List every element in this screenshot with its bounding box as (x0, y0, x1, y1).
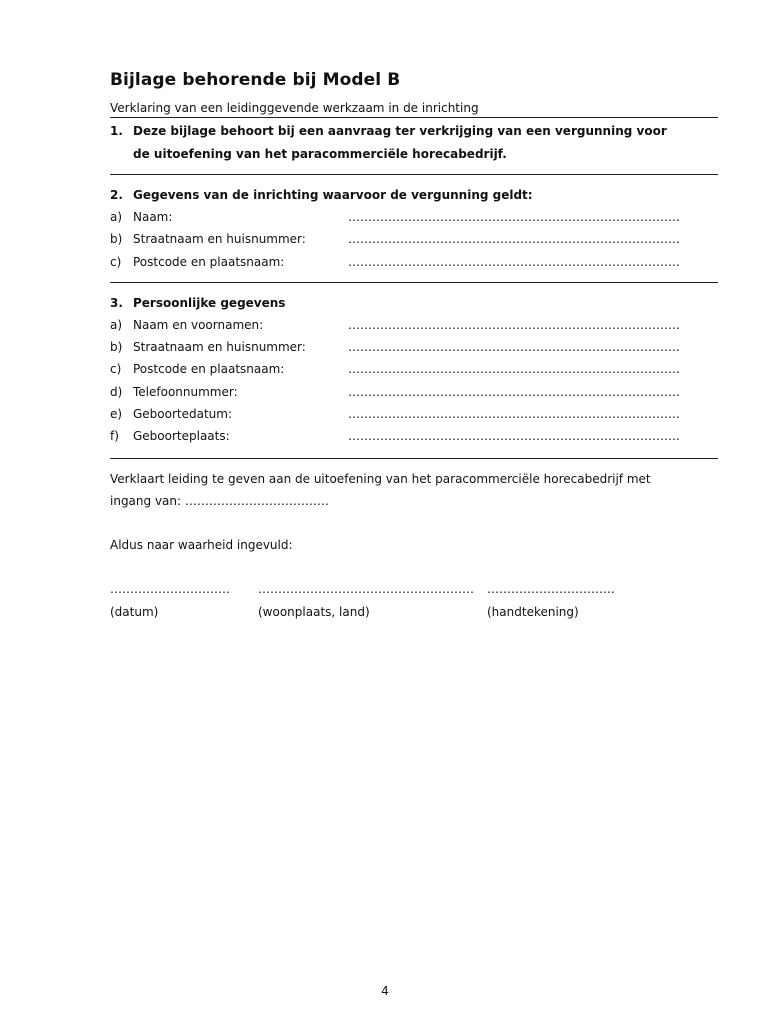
field-label: Postcode en plaatsnaam: (133, 362, 285, 377)
field-row-straatnaam (110, 336, 718, 358)
date-fill-in-line[interactable]: ………………………… (110, 581, 230, 596)
divider (110, 117, 718, 118)
document-title: Bijlage behorende bij Model B (110, 70, 401, 90)
declaration-line-1: Verklaart leiding te geven aan de uitoefening van het paracommerciële horecabedrijf met (110, 471, 651, 486)
fill-in-line[interactable]: ……………………………………………………………………….. (348, 232, 680, 247)
declaration (110, 468, 718, 512)
signature-labels (110, 604, 718, 620)
section-1-number: 1. (110, 124, 123, 138)
field-letter: a) (110, 210, 123, 224)
signature-lines (110, 582, 718, 596)
divider (110, 282, 718, 283)
field-letter: f) (110, 429, 119, 444)
field-letter: c) (110, 254, 122, 269)
field-row-geboorteplaats (110, 425, 718, 447)
field-label: Geboorteplaats: (133, 429, 230, 444)
section-2-heading (110, 184, 718, 206)
section-2 (110, 184, 718, 273)
fill-in-line[interactable]: ……………………………………………………………………….. (348, 340, 680, 355)
field-row-inrichting-postcode (110, 251, 718, 273)
field-label: Geboortedatum: (133, 407, 233, 422)
field-row-naam-voornamen (110, 314, 718, 336)
field-row-telefoonnummer (110, 381, 718, 403)
field-row-inrichting-straatnaam (110, 228, 718, 250)
truth-statement: Aldus naar waarheid ingevuld: (110, 537, 293, 552)
section-1-line-2 (110, 143, 718, 165)
signature-block (110, 582, 718, 620)
section-3-number: 3. (110, 295, 123, 310)
section-3 (110, 292, 718, 448)
field-row-inrichting-naam (110, 206, 718, 228)
fill-in-line[interactable]: ……………………………………………………………………….. (348, 429, 680, 444)
field-label: Postcode en plaatsnaam: (133, 254, 285, 269)
fill-in-line[interactable]: ……………………………………………………………………….. (348, 317, 680, 332)
declaration-line-2[interactable]: ingang van: ……………………………… (110, 493, 329, 508)
field-letter: c) (110, 362, 122, 377)
field-label: Telefoonnummer: (133, 384, 238, 399)
divider (110, 174, 718, 175)
fill-in-line[interactable]: ……………………………………………………………………….. (348, 254, 680, 269)
section-2-number: 2. (110, 188, 123, 202)
field-letter: a) (110, 317, 123, 332)
section-3-heading-text: Persoonlijke gegevens (133, 295, 286, 310)
document-subtitle: Verklaring van een leidinggevende werkzaam in de inrichting (110, 101, 479, 115)
section-3-heading (110, 292, 718, 314)
field-letter: d) (110, 384, 123, 399)
signature-fill-in-line[interactable]: ………………………….. (487, 581, 615, 596)
field-label: Naam: (133, 210, 173, 224)
divider (110, 458, 718, 459)
place-fill-in-line[interactable]: ……………………………………………… (258, 581, 474, 596)
section-1-line-1 (110, 120, 718, 142)
section-1 (110, 120, 718, 165)
field-letter: e) (110, 407, 123, 422)
field-label: Straatnaam en huisnummer: (133, 340, 306, 355)
field-row-geboortedatum (110, 403, 718, 425)
section-1-text-line-2: de uitoefening van het paracommerciële horecabedrijf. (133, 147, 507, 161)
fill-in-line[interactable]: ……………………………………………………………………….. (348, 407, 680, 422)
document-page (110, 68, 718, 620)
place-label: (woonplaats, land) (258, 604, 370, 619)
section-1-text-line-1: Deze bijlage behoort bij een aanvraag ter verkrijging van een vergunning voor (133, 124, 667, 138)
field-row-postcode (110, 358, 718, 380)
signature-label: (handtekening) (487, 604, 579, 619)
fill-in-line[interactable]: ……………………………………………………………………….. (348, 210, 680, 224)
section-2-heading-text: Gegevens van de inrichting waarvoor de vergunning geldt: (133, 188, 533, 202)
fill-in-line[interactable]: ……………………………………………………………………….. (348, 362, 680, 377)
page-number: 4 (381, 984, 389, 998)
field-letter: b) (110, 340, 123, 355)
field-label: Naam en voornamen: (133, 317, 264, 332)
field-letter: b) (110, 232, 123, 247)
field-label: Straatnaam en huisnummer: (133, 232, 306, 247)
date-label: (datum) (110, 604, 159, 619)
fill-in-line[interactable]: ……………………………………………………………………….. (348, 384, 680, 399)
